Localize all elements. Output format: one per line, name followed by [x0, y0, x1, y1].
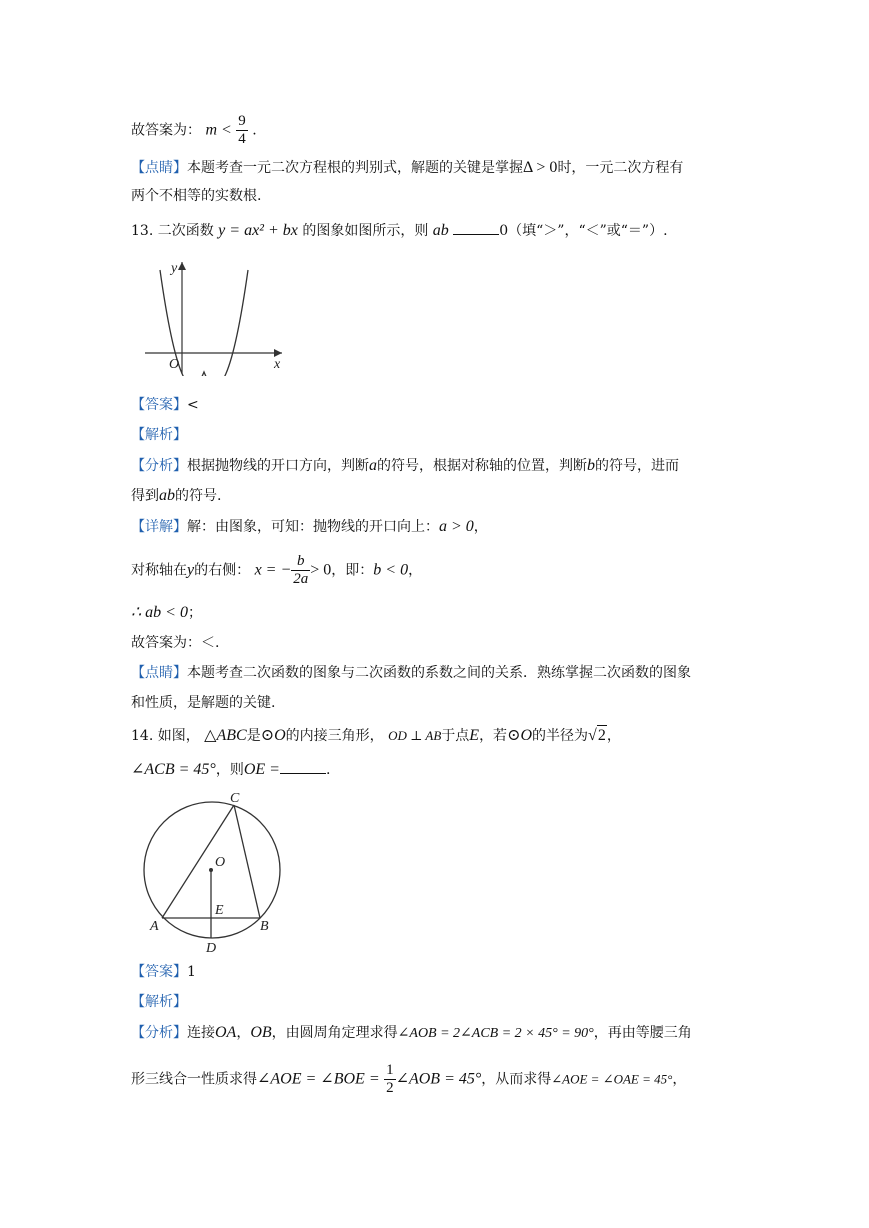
q13-answer — [131, 395, 199, 415]
point-e: E — [469, 727, 480, 744]
center-dot — [209, 868, 213, 872]
answer-fraction — [236, 113, 248, 148]
axis-text: 对称轴在 — [131, 562, 187, 579]
fraction-denominator: 4 — [238, 131, 246, 147]
fraction-numerator: b — [291, 553, 310, 571]
segment-oa: OA — [215, 1024, 237, 1041]
q13-therefore — [131, 603, 202, 623]
q13-fenxi-line2 — [131, 486, 221, 506]
y-axis-arrow — [178, 262, 186, 270]
answer-tag: 【答案】 — [131, 964, 187, 980]
final-answer: 故答案为：＜. — [131, 635, 220, 651]
fenxi-text: 根据抛物线的开口方向，判断 — [187, 458, 369, 474]
oe-math: OE = — [243, 761, 280, 778]
half-fraction — [384, 1062, 396, 1097]
origin-label: O — [169, 357, 180, 372]
axis-fraction — [291, 553, 310, 588]
segment-ob: OB — [250, 1024, 272, 1041]
fenxi-text: 的符号，根据对称轴的位置，判断 — [377, 458, 587, 474]
stem-text: 是 — [246, 728, 261, 744]
axis-text: 的右侧： — [194, 562, 251, 579]
period: . — [325, 762, 331, 778]
q13-final — [131, 633, 219, 653]
q13-comment-line2 — [131, 693, 275, 713]
angle-math: ∠ACB = 45° — [131, 761, 216, 778]
fenxi-text: ，从而求得 — [481, 1071, 552, 1088]
function-expression: y = ax² + bx — [218, 222, 298, 239]
x-label: x — [274, 357, 281, 372]
q14-analysis — [131, 992, 187, 1012]
q13-axis-line — [131, 553, 422, 588]
fenxi-text: 连接 — [187, 1025, 215, 1041]
angle-math: ∠AOE = ∠OAE = 45° — [551, 1071, 673, 1087]
semicolon: ； — [187, 605, 202, 621]
triangle-math: △ABC — [204, 727, 247, 744]
q12-comment-line2 — [131, 186, 261, 206]
analysis-tag: 【解析】 — [131, 994, 187, 1010]
circle-math: ⊙O — [260, 727, 286, 744]
perp-math: OD ⊥ AB — [388, 728, 442, 743]
fraction-denominator: 2a — [293, 571, 309, 587]
circle-math: ⊙O — [507, 727, 533, 744]
answer-blank — [453, 220, 499, 235]
answer-value: 1 — [187, 964, 196, 980]
var-y: y — [187, 561, 195, 579]
comma: ， — [236, 1025, 251, 1041]
comment-text: 两个不相等的实数根. — [131, 188, 262, 204]
stem-text: 的内接三角形， — [285, 728, 384, 744]
answer-value: < — [187, 397, 199, 413]
q13-detail-line1 — [131, 517, 488, 537]
comma: ， — [408, 562, 423, 579]
comment-tag: 【点睛】 — [131, 160, 187, 176]
comment-tag: 【点睛】 — [131, 665, 187, 681]
label-c: C — [230, 791, 240, 806]
fenxi-text: ，由圆周角定理求得 — [271, 1025, 398, 1041]
fenxi-tag: 【分析】 — [131, 458, 187, 474]
answer-prefix: 故答案为： — [131, 122, 201, 139]
q13-analysis — [131, 425, 187, 445]
label-o: O — [215, 855, 226, 870]
stem-text: 的半径为 — [532, 728, 589, 744]
stem-text: 于点 — [441, 728, 470, 744]
label-a: A — [150, 919, 159, 934]
analysis-tag: 【解析】 — [131, 427, 187, 443]
q13-comment-line1 — [131, 663, 691, 683]
axis-text: ，即： — [331, 562, 374, 579]
question-number: 14. 如图， — [131, 728, 200, 744]
therefore-math: ∴ ab < 0 — [131, 604, 188, 621]
comment-text: 和性质，是解题的关键. — [131, 695, 276, 711]
angle-math: ∠AOE = ∠BOE = — [257, 1070, 380, 1088]
q14-fenxi-line1 — [131, 1023, 692, 1044]
label-b: B — [260, 919, 269, 934]
fraction-denominator: 2 — [386, 1080, 394, 1096]
sqrt-sign: √ — [588, 727, 597, 744]
axis-math: > 0 — [310, 561, 332, 579]
detail-math: a > 0 — [439, 518, 474, 535]
var-b: b — [587, 457, 595, 474]
var-ab: ab — [159, 487, 175, 504]
q13-stem — [131, 220, 668, 241]
stem-text: 0（填“＞”，“＜”或“＝”）. — [499, 223, 668, 239]
detail-text: 解：由图象，可知：抛物线的开口向上： — [187, 519, 439, 535]
answer-math: m < — [205, 121, 232, 139]
label-e: E — [215, 903, 224, 918]
stem-text: ，若 — [479, 728, 508, 744]
comment-text: 本题考查二次函数的图象与二次函数的系数之间的关系．熟练掌握二次函数的图象 — [187, 665, 691, 681]
angle-math: ∠AOB = 45° — [395, 1070, 482, 1088]
answer-blank — [280, 759, 326, 774]
label-d: D — [206, 941, 217, 956]
q14-stem-line1 — [131, 725, 621, 746]
fraction-numerator: 1 — [386, 1062, 394, 1078]
side-bc — [234, 805, 260, 918]
period: . — [252, 122, 257, 139]
q14-fenxi-line2 — [131, 1062, 686, 1097]
fenxi-tag: 【分析】 — [131, 1025, 187, 1041]
circle-figure — [138, 788, 298, 958]
q13-fenxi-line1 — [131, 456, 679, 476]
sqrt-value: 2 — [597, 727, 606, 744]
ab-expression: ab — [432, 222, 449, 239]
answer-tag: 【答案】 — [131, 397, 187, 413]
fenxi-text: ，再由等腰三角 — [593, 1025, 692, 1041]
detail-tag: 【详解】 — [131, 519, 187, 535]
angle-math: ∠AOB = 2∠ACB = 2 × 45° = 90° — [397, 1026, 594, 1041]
comment-math: Δ > 0 — [523, 159, 558, 176]
comma: ， — [606, 728, 621, 744]
fenxi-text: 的符号，进而 — [595, 458, 679, 474]
fenxi-text: 得到 — [131, 488, 159, 504]
comma: ， — [473, 519, 488, 535]
comma: ， — [672, 1071, 687, 1088]
var-a: a — [369, 457, 377, 474]
comment-text: 本题考查一元二次方程根的判别式，解题的关键是掌握 — [187, 160, 523, 176]
q12-comment-line1 — [131, 158, 683, 178]
y-label: y — [171, 261, 178, 276]
q12-answer-line — [131, 113, 257, 148]
axis-math: b < 0 — [373, 561, 409, 579]
fenxi-text: 形三线合一性质求得 — [131, 1071, 257, 1088]
comment-text: 时，一元二次方程有 — [557, 160, 684, 176]
stem-text: 的图象如图所示，则 — [302, 223, 429, 239]
parabola-graph — [140, 256, 290, 376]
question-number: 13. 二次函数 — [131, 223, 214, 239]
x-axis-arrow — [274, 349, 282, 357]
q14-answer — [131, 962, 196, 982]
axis-math: x = − — [254, 561, 292, 579]
fraction-numerator: 9 — [238, 113, 246, 129]
q14-stem-line2 — [131, 759, 330, 780]
fenxi-text: 的符号. — [175, 488, 222, 504]
stem-text: ，则 — [215, 762, 244, 778]
